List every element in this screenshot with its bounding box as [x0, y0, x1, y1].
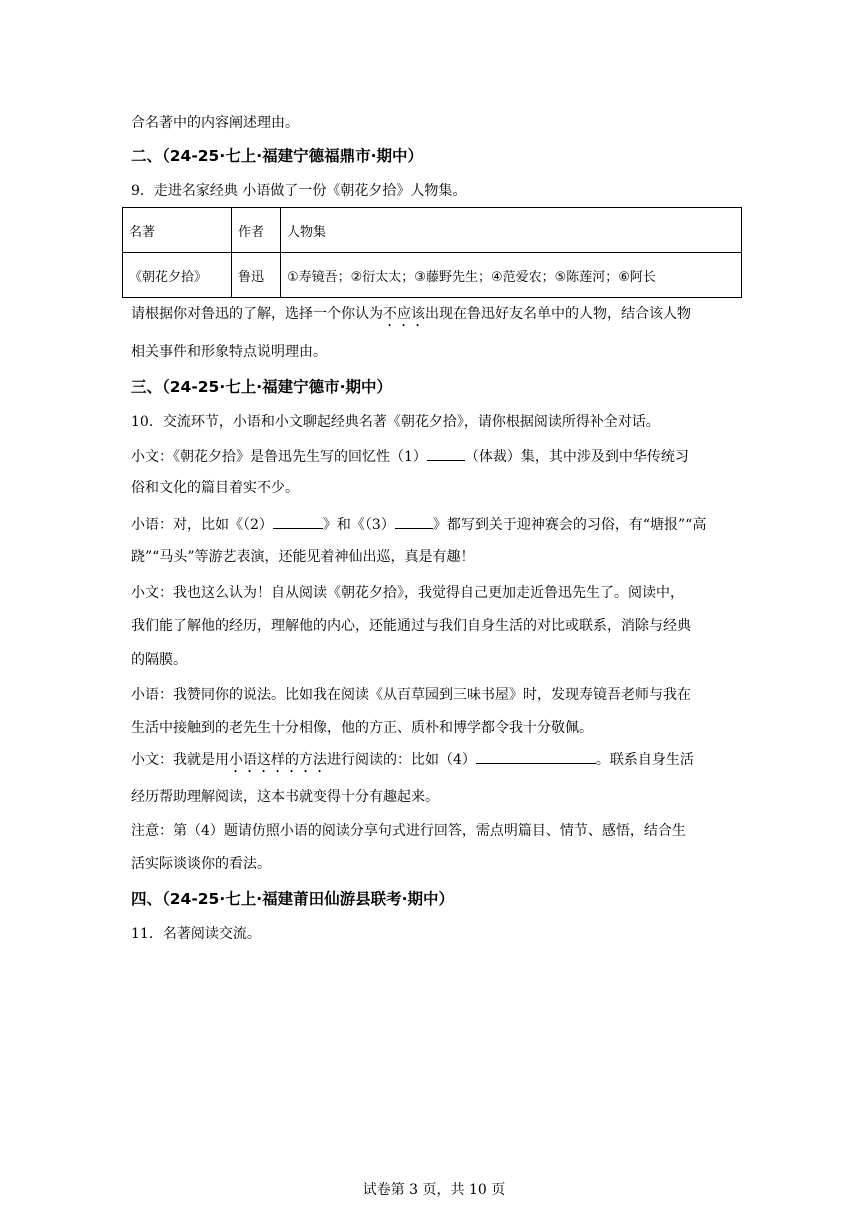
- dialogue-text: 进行阅读的：比如（4）: [327, 752, 476, 768]
- dialogue-xiaowen-2-line3: 的隔膜。: [131, 652, 187, 668]
- dialogue-text: 》都写到关于迎神赛会的习俗，有“塘报”“高: [432, 517, 707, 533]
- dialogue-text: 小文：《朝花夕拾》是鲁迅先生写的回忆性（1）: [131, 449, 427, 465]
- dialogue-xiaowen-1: [131, 446, 741, 467]
- section-heading-4: 四、（24-25·七上·福建莆田仙游县联考·期中）: [131, 890, 454, 908]
- dialogue-xiaoyu-1-line2: 跷”“马头”等游艺表演，还能见着神仙出巡，真是有趣！: [131, 549, 475, 565]
- dialogue-text: 小语：对，比如《（2）: [131, 517, 273, 533]
- answer-blank-4[interactable]: [476, 749, 596, 764]
- emphasis-text: 不应该: [383, 306, 425, 322]
- dialogue-text: 》和《（3）: [322, 517, 395, 533]
- question-9-prompt: [131, 304, 741, 330]
- answer-blank-1[interactable]: [427, 446, 465, 461]
- dialogue-xiaowen-3: [131, 749, 741, 776]
- dialogue-text: （体裁）集，其中涉及到中华传统习: [464, 449, 689, 465]
- dialogue-xiaowen-2-line1: 小文：我也这么认为！自从阅读《朝花夕拾》，我觉得自己更加走近鲁迅先生了。阅读中，: [131, 585, 684, 601]
- note-line1: 注意：第（4）题请仿照小语的阅读分享句式进行回答，需点明篇目、情节、感悟，结合生: [131, 823, 686, 839]
- dialogue-xiaowen-3-line2: 经历帮助理解阅读，这本书就变得十分有趣起来。: [131, 789, 439, 805]
- question-9-prompt-line2: 相关事件和形象特点说明理由。: [131, 344, 327, 360]
- section-heading-2: 二、（24-25·七上·福建宁德福鼎市·期中）: [131, 147, 423, 165]
- answer-blank-2[interactable]: [273, 514, 323, 529]
- question-9-lead: 9．走进名家经典 小语做了一份《朝花夕拾》人物集。: [131, 183, 467, 199]
- dialogue-text: 小文：我就是用: [131, 752, 229, 768]
- emphasis-text: 小语这样的方法: [229, 752, 327, 768]
- prompt-text: 出现在鲁迅好友名单中的人物，结合该人物: [425, 306, 691, 322]
- table-row: [123, 253, 742, 298]
- table-header-cell: 名著: [123, 208, 232, 253]
- dialogue-text: 。联系自身生活: [595, 752, 694, 768]
- character-table: [122, 207, 742, 298]
- note-line2: 活实际谈谈你的看法。: [131, 856, 271, 872]
- dialogue-xiaoyu-1: [131, 514, 741, 535]
- dialogue-xiaowen-2-line2: 我们能了解他的经历，理解他的内心，还能通过与我们自身生活的对比或联系，消除与经典: [131, 618, 691, 634]
- intro-line: 合名著中的内容阐述理由。: [131, 115, 299, 131]
- question-11-lead: 11．名著阅读交流。: [131, 926, 261, 942]
- prompt-text: 请根据你对鲁迅的了解，选择一个你认为: [131, 306, 383, 322]
- answer-blank-3[interactable]: [395, 514, 433, 529]
- question-10-lead: 10．交流环节，小语和小文聊起经典名著《朝花夕拾》，请你根据阅读所得补全对话。: [131, 414, 660, 430]
- table-header-row: [123, 208, 742, 253]
- page-footer: 试卷第 3 页，共 10 页: [362, 1182, 506, 1198]
- table-cell: ①寿镜吾；②衍太太；③藤野先生；④范爱农；⑤陈莲河；⑥阿长: [281, 253, 742, 298]
- table-cell: 鲁迅: [232, 253, 281, 298]
- table-header-cell: 人物集: [281, 208, 742, 253]
- table-cell: 《朝花夕拾》: [123, 253, 232, 298]
- dialogue-xiaoyu-2-line2: 生活中接触到的老先生十分相像，他的方正、质朴和博学都令我十分敬佩。: [131, 720, 593, 736]
- dialogue-xiaoyu-2-line1: 小语：我赞同你的说法。比如我在阅读《从百草园到三味书屋》时，发现寿镜吾老师与我在: [131, 687, 691, 703]
- section-heading-3: 三、（24-25·七上·福建宁德市·期中）: [131, 378, 392, 396]
- dialogue-xiaowen-1-line2: 俗和文化的篇目着实不少。: [131, 480, 299, 496]
- table-header-cell: 作者: [232, 208, 281, 253]
